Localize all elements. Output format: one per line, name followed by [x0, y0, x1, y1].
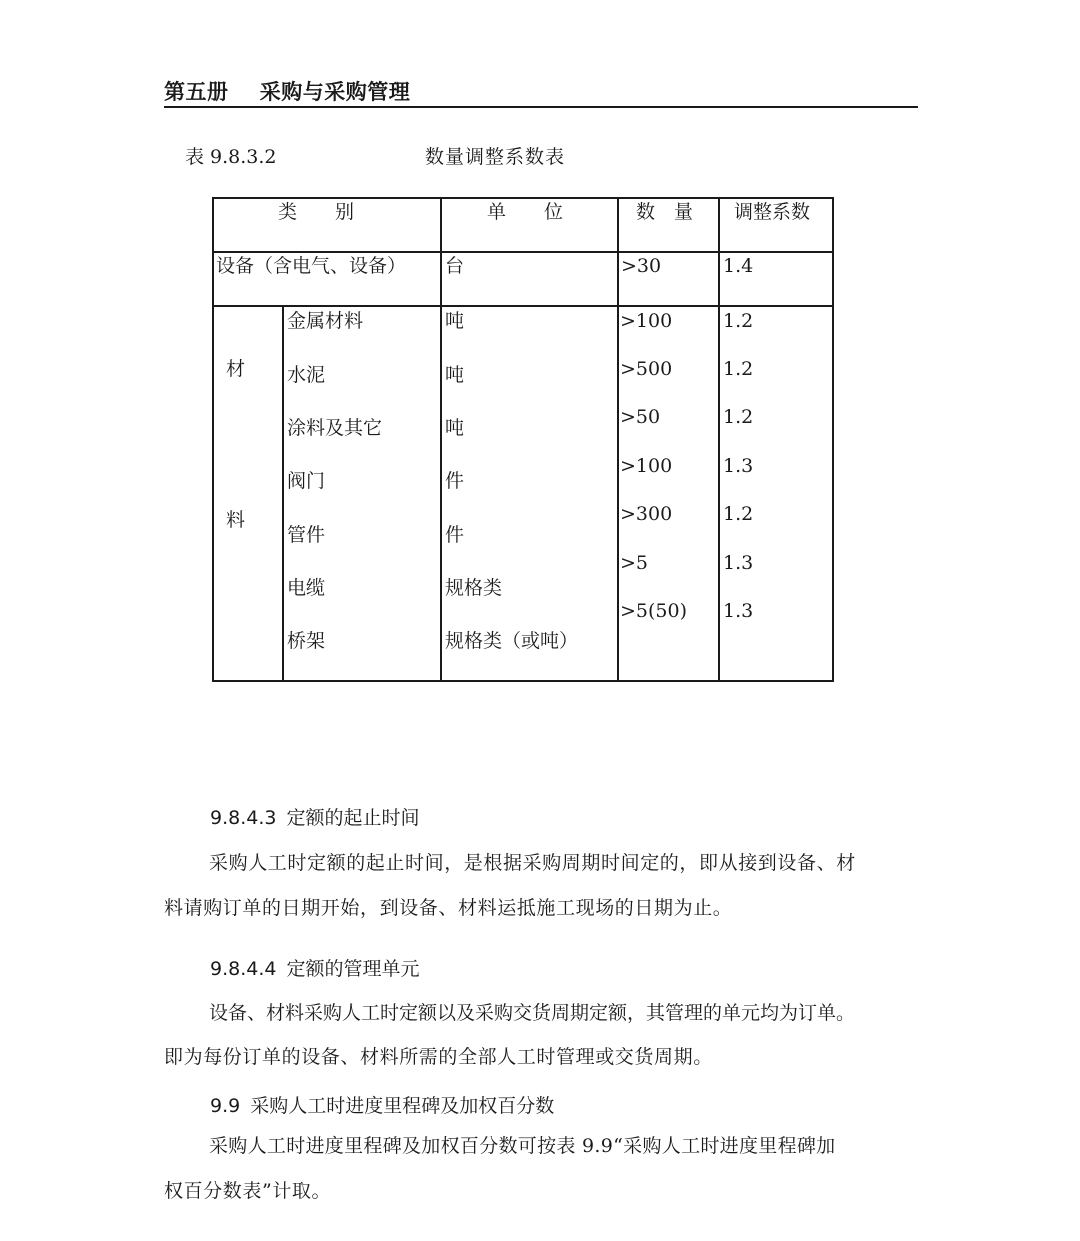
table-rule-unit — [440, 197, 442, 682]
material-name: 电缆 — [287, 577, 326, 599]
table-border-left — [212, 197, 214, 682]
material-unit: 吨 — [445, 417, 465, 439]
table-header-category: 类 别 — [278, 201, 355, 223]
material-unit: 吨 — [445, 364, 465, 386]
material-quantity: >50 — [620, 406, 661, 428]
material-quantity: >100 — [620, 310, 673, 332]
material-unit: 规格类（或吨） — [445, 630, 579, 652]
section-number: 9.8.4.4 — [210, 958, 277, 980]
table-header-unit: 单 位 — [487, 201, 564, 223]
material-name: 涂料及其它 — [287, 417, 383, 439]
paragraph-line: 即为每份订单的设备、材料所需的全部人工时管理或交货周期。 — [164, 1046, 713, 1068]
equipment-category: 设备（含电气、设备） — [216, 255, 407, 277]
section-heading-9843 — [210, 803, 420, 830]
material-unit: 规格类 — [445, 577, 503, 599]
material-quantity: >100 — [620, 455, 673, 477]
paragraph-line: 采购人工时定额的起止时间，是根据采购周期时间定的，即从接到设备、材 — [209, 852, 856, 874]
material-name: 管件 — [287, 524, 326, 546]
material-quantity: >5(50) — [620, 600, 688, 622]
material-coefficient: 1.2 — [723, 406, 754, 428]
table-caption-number: 表 9.8.3.2 — [185, 146, 277, 168]
table-rule-quantity — [617, 197, 619, 682]
material-coefficient: 1.3 — [723, 600, 754, 622]
equipment-unit: 台 — [445, 255, 465, 277]
table-rule-materials-label — [282, 305, 284, 682]
table-border-top — [212, 197, 834, 199]
material-name: 阀门 — [287, 470, 326, 492]
material-coefficient: 1.2 — [723, 310, 754, 332]
material-unit: 吨 — [445, 310, 465, 332]
materials-label-bottom: 料 — [226, 509, 246, 531]
material-name: 金属材料 — [287, 310, 364, 332]
equipment-coefficient: 1.4 — [723, 255, 754, 277]
material-quantity: >500 — [620, 358, 673, 380]
table-header-quantity: 数 量 — [636, 201, 694, 223]
table-caption-title: 数量调整系数表 — [425, 146, 566, 168]
section-title: 定额的起止时间 — [286, 807, 420, 829]
section-heading-99 — [210, 1091, 554, 1118]
paragraph-line: 采购人工时进度里程碑及加权百分数可按表 9.9“采购人工时进度里程碑加 — [209, 1135, 836, 1157]
material-name: 桥架 — [287, 630, 326, 652]
material-quantity: >300 — [620, 503, 673, 525]
table-rule-equipment — [212, 305, 834, 307]
material-unit: 件 — [445, 524, 465, 546]
page-header-title: 第五册 采购与采购管理 — [164, 80, 411, 104]
section-heading-9844 — [210, 954, 420, 981]
section-number: 9.9 — [210, 1095, 241, 1117]
section-title: 定额的管理单元 — [286, 958, 420, 980]
table-border-right — [832, 197, 834, 682]
material-name: 水泥 — [287, 364, 326, 386]
material-coefficient: 1.2 — [723, 358, 754, 380]
material-unit: 件 — [445, 470, 465, 492]
paragraph-line: 权百分数表”计取。 — [164, 1180, 332, 1202]
table-rule-coefficient — [718, 197, 720, 682]
table-rule-header — [212, 251, 834, 253]
table-border-bottom — [212, 680, 834, 682]
materials-label-top: 材 — [226, 358, 246, 380]
material-coefficient: 1.3 — [723, 455, 754, 477]
header-divider — [164, 106, 918, 108]
paragraph-line: 设备、材料采购人工时定额以及采购交货周期定额，其管理的单元均为订单。 — [209, 1002, 856, 1024]
material-coefficient: 1.2 — [723, 503, 754, 525]
table-header-coefficient: 调整系数 — [734, 201, 811, 223]
equipment-quantity: >30 — [621, 255, 662, 277]
paragraph-line: 料请购订单的日期开始，到设备、材料运抵施工现场的日期为止。 — [164, 897, 733, 919]
material-quantity: >5 — [620, 552, 649, 574]
section-number: 9.8.4.3 — [210, 807, 277, 829]
section-title: 采购人工时进度里程碑及加权百分数 — [250, 1095, 555, 1117]
material-coefficient: 1.3 — [723, 552, 754, 574]
